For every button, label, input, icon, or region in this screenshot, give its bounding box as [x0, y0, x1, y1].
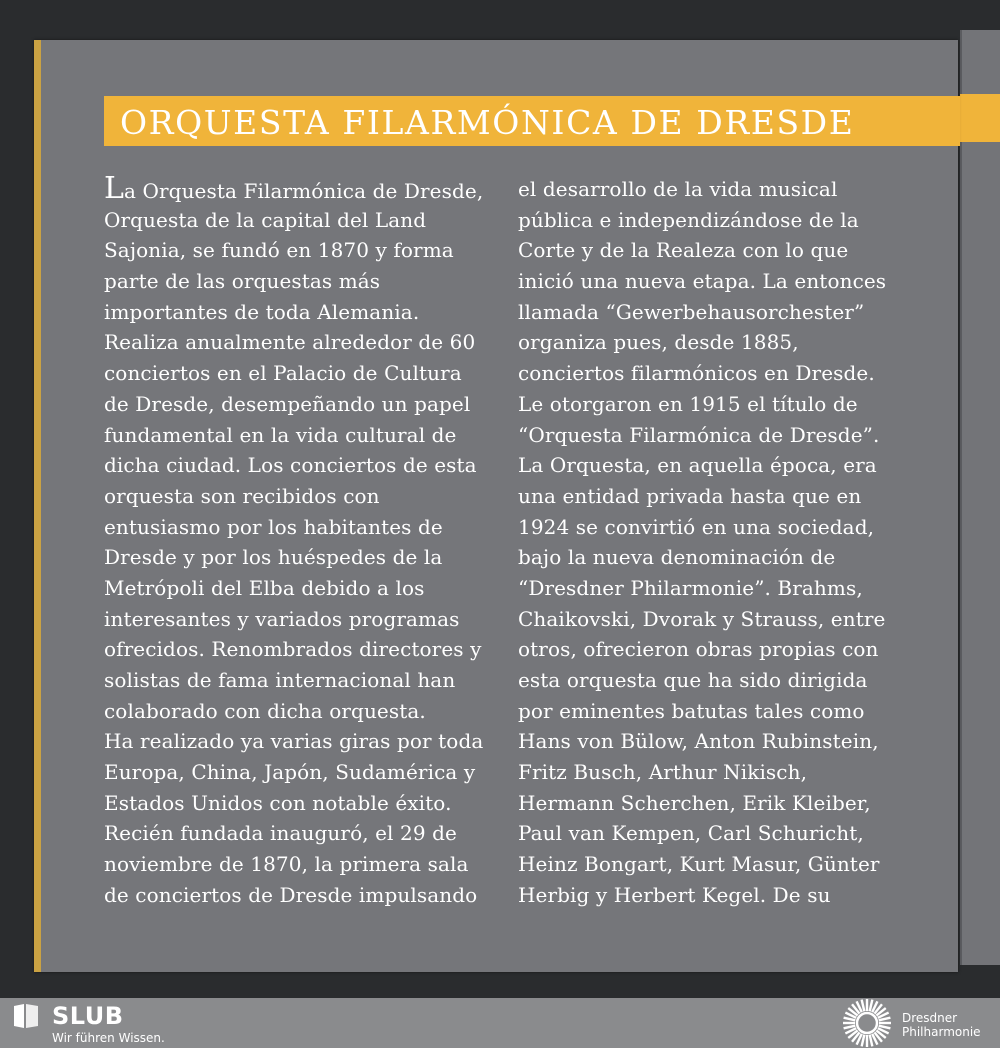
text-line: por eminentes batutas tales como [518, 698, 865, 723]
text-line: Estados Unidos con notable éxito. [104, 790, 452, 815]
text-line: organiza pues, desde 1885, [518, 330, 799, 355]
text-line: interesantes y variados programas [104, 606, 460, 631]
text-line: otros, ofrecieron obras propias con [518, 637, 879, 662]
text-line: fundamental en la vida cultural de [104, 422, 457, 447]
text-line: “Orquesta Filarmónica de Dresde”. [518, 422, 880, 447]
text-line: Orquesta de la capital del Land [104, 207, 427, 232]
text-line: Realiza anualmente alrededor de 60 [104, 330, 476, 355]
text-line: llamada “Gewerbehausorchester” [518, 299, 865, 324]
text-line: Dresde y por los huéspedes de la [104, 545, 443, 570]
text-line: conciertos filarmónicos en Dresde. [518, 361, 875, 386]
text-line: Sajonia, se fundó en 1870 y forma [104, 238, 454, 263]
text-line: bajo la nueva denominación de [518, 545, 836, 570]
page-title: ORQUESTA FILARMÓNICA DE DRESDE [120, 103, 855, 142]
text-line: Recién fundada inauguró, el 29 de [104, 821, 457, 846]
text-line: de conciertos de Dresde impulsando [104, 882, 478, 907]
text-line: conciertos en el Palacio de Cultura [104, 361, 462, 386]
text-line: Corte y de la Realeza con lo que [518, 238, 849, 263]
text-line: parte de las orquestas más [104, 269, 381, 294]
text-line: de Dresde, desempeñando un papel [104, 391, 471, 416]
text-line: una entidad privada hasta que en [518, 483, 862, 508]
slub-wordmark[interactable]: SLUB [52, 1002, 124, 1030]
right-page-banner-edge [960, 94, 1000, 142]
text-line: entusiasmo por los habitantes de [104, 514, 443, 539]
dp-name-line1: Dresdner [902, 1011, 958, 1025]
text-line: colaborado con dicha orquesta. [104, 698, 426, 723]
dresdner-philharmonie-logo-icon[interactable] [840, 998, 894, 1048]
text-line: inició una nueva etapa. La entonces [518, 269, 887, 294]
slub-book-icon[interactable] [12, 1002, 40, 1030]
text-line: Fritz Busch, Arthur Nikisch, [518, 760, 808, 785]
text-line: Heinz Bongart, Kurt Masur, Günter [518, 852, 880, 877]
text-line [104, 171, 504, 206]
text-line: ofrecidos. Renombrados directores y [104, 637, 482, 662]
text-line: dicha ciudad. Los conciertos de esta [104, 453, 477, 478]
text-line: Ha realizado ya varias giras por toda [104, 729, 484, 754]
text-line: Metrópoli del Elba debido a los [104, 575, 425, 600]
text-line: esta orquesta que ha sido dirigida [518, 668, 868, 692]
slub-tagline: Wir führen Wissen. [52, 1031, 165, 1045]
text-line: “Dresdner Philarmonie”. Brahms, [518, 575, 863, 600]
text-line: el desarrollo de la vida musical [518, 177, 838, 201]
drop-cap: L [104, 171, 125, 206]
text-column-right [518, 174, 918, 911]
text-line: Hermann Scherchen, Erik Kleiber, [518, 790, 871, 815]
text-line: 1924 se convirtió en una sociedad, [518, 514, 875, 539]
text-line: pública e independizándose de la [518, 207, 859, 232]
text-line: Le otorgaron en 1915 el título de [518, 391, 858, 416]
text-line: Hans von Bülow, Anton Rubinstein, [518, 729, 879, 754]
text-line: noviembre de 1870, la primera sala [104, 852, 469, 877]
text-column-left [104, 171, 504, 911]
text-line: La Orquesta, en aquella época, era [518, 453, 877, 478]
dresdner-philharmonie-name[interactable] [902, 1011, 981, 1039]
dp-name-line2: Philharmonie [902, 1025, 981, 1039]
text-line: solistas de fama internacional han [104, 668, 456, 692]
text-line: orquesta son recibidos con [104, 483, 380, 508]
text-line: importantes de toda Alemania. [104, 299, 420, 324]
text-line: Herbig y Herbert Kegel. De su [518, 882, 831, 907]
text-line: Chaikovski, Dvorak y Strauss, entre [518, 606, 886, 631]
text-line: Europa, China, Japón, Sudamérica y [104, 760, 476, 785]
text-line-rest: a Orquesta Filarmónica de Dresde, [124, 179, 484, 203]
page-spine-edge [34, 40, 41, 972]
right-page-edge [960, 30, 1000, 965]
text-line: Paul van Kempen, Carl Schuricht, [518, 821, 864, 846]
